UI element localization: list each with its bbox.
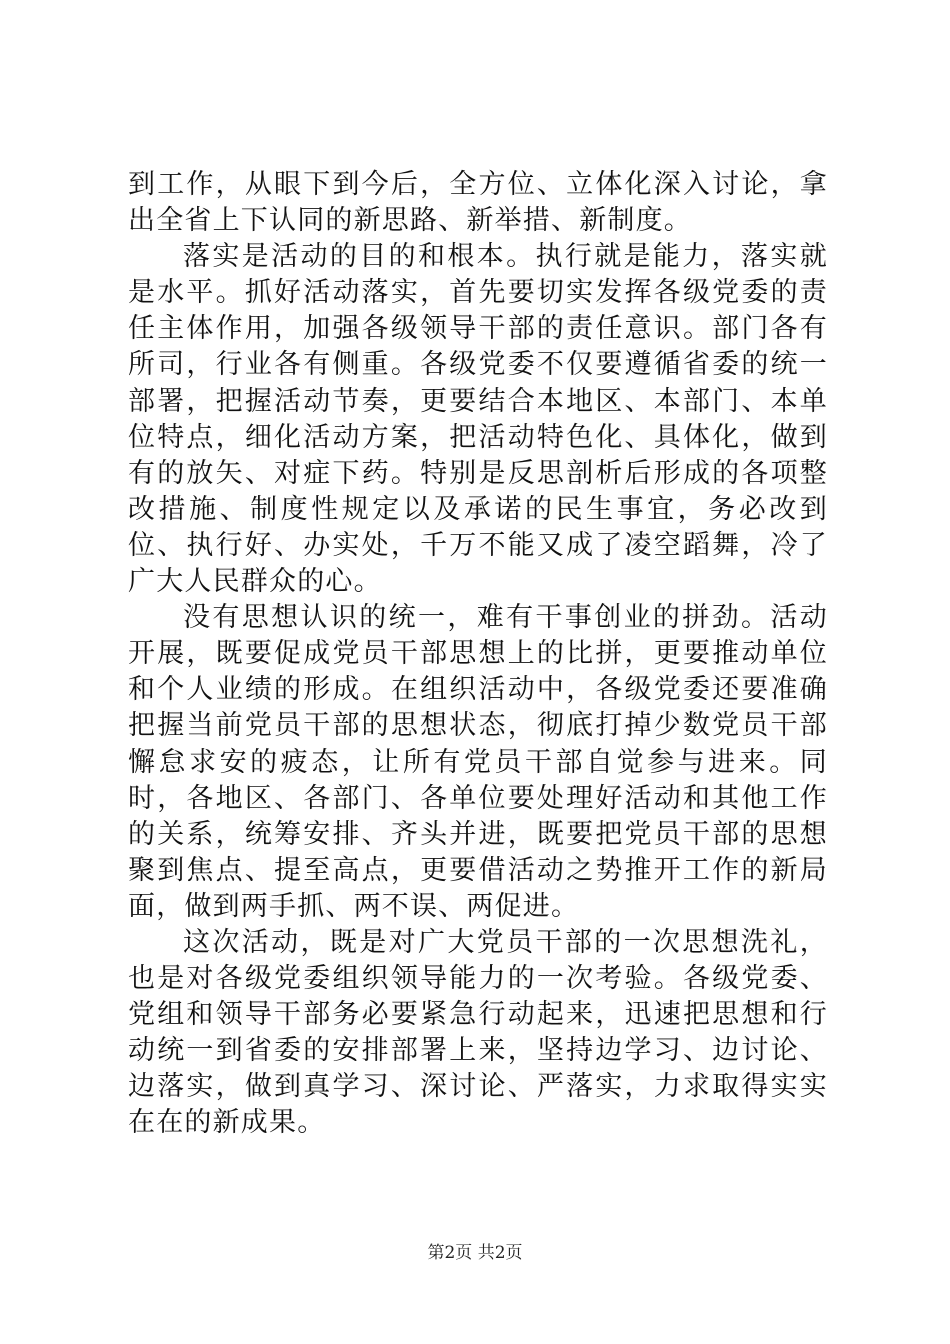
document-body: [128, 167, 828, 1142]
paragraph-unified-thinking: 没有思想认识的统一，难有干事创业的拼劲。活动开展，既要促成党员干部思想上的比拼，更要推动单位和个人业绩的形成。在组织活动中，各级党委还要准确把握当前党员干部的思想状态，彻底打掉少数党员干部懈怠求安的疲态，让所有党员干部自觉参与进来。同时，各地区、各部门、各单位要处理好活动和其他工作的关系，统筹安排、齐头并进，既要把党员干部的思想聚到焦点、提至高点，更要借活动之势推开工作的新局面，做到两手抓、两不误、两促进。: [128, 602, 828, 922]
page-number-footer: 第2页 共2页: [427, 1243, 523, 1263]
paragraph-continuation: 到工作，从眼下到今后，全方位、立体化深入讨论，拿出全省上下认同的新思路、新举措、新制度。: [128, 169, 828, 237]
paragraph-conclusion: 这次活动，既是对广大党员干部的一次思想洗礼，也是对各级党委组织领导能力的一次考验。各级党委、党组和领导干部务必要紧急行动起来，迅速把思想和行动统一到省委的安排部署上来，坚持边学习、边讨论、边落实，做到真学习、深讨论、严落实，力求取得实实在在的新成果。: [128, 926, 828, 1139]
paragraph-implementation: 落实是活动的目的和根本。执行就是能力，落实就是水平。抓好活动落实，首先要切实发挥各级党委的责任主体作用，加强各级领导干部的责任意识。部门各有所司，行业各有侧重。各级党委不仅要遵循省委的统一部署，把握活动节奏，更要结合本地区、本部门、本单位特点，细化活动方案，把活动特色化、具体化，做到有的放矢、对症下药。特别是反思剖析后形成的各项整改措施、制度性规定以及承诺的民生事宜，务必改到位、执行好、办实处，千万不能又成了凌空蹈舞，冷了广大人民群众的心。: [128, 241, 828, 598]
